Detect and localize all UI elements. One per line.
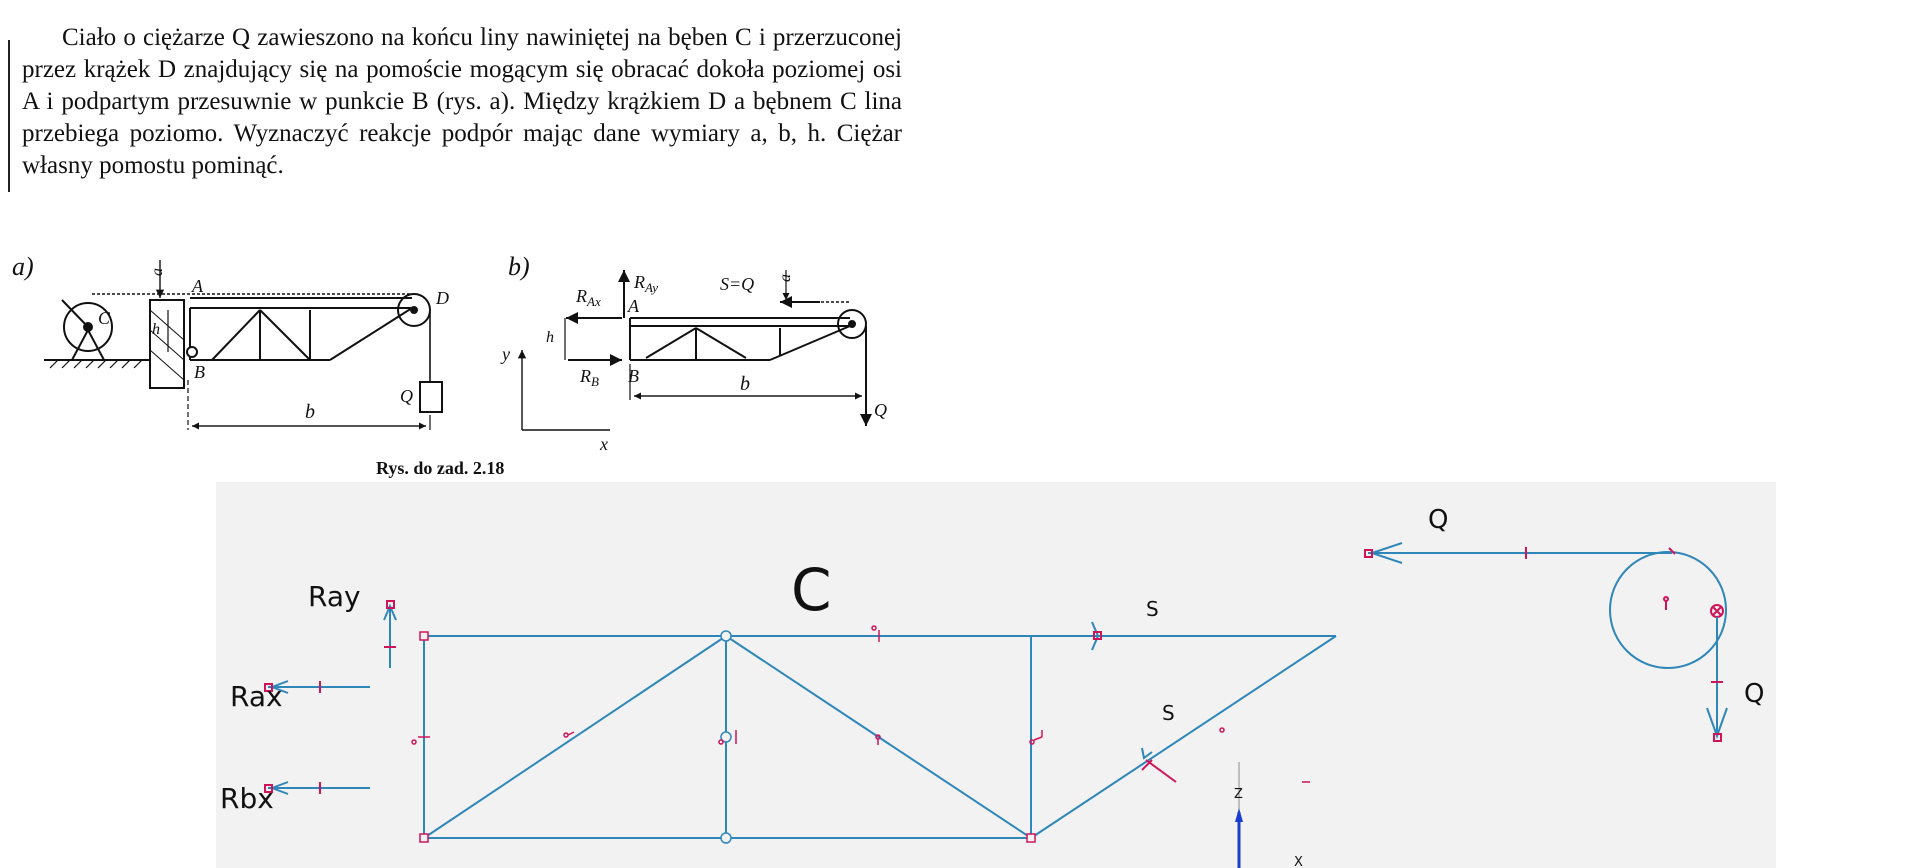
support-B-a	[187, 347, 197, 357]
label-B-b: B	[628, 366, 639, 386]
label-RAx: $R_{Ax}$	[576, 286, 601, 309]
ground-hatch	[50, 360, 142, 368]
label-RAy: $R_{Ay}$	[634, 272, 658, 295]
panel-label-a: a)	[12, 252, 34, 281]
figure-b	[500, 252, 887, 454]
wall-block	[150, 300, 184, 388]
margin-bar	[8, 40, 10, 192]
dim-a: a	[149, 268, 166, 276]
label-A-a: A	[192, 276, 203, 296]
textbook-excerpt	[0, 0, 960, 480]
platform-truss-b	[630, 318, 850, 360]
label-A-b: A	[628, 296, 639, 316]
dim-a-b: a	[777, 274, 794, 282]
cad-viewport[interactable]	[216, 482, 1776, 868]
node-bottom-left[interactable]	[420, 834, 428, 842]
axis-z-label: Z	[1234, 787, 1243, 802]
label-Ray: Ray	[308, 580, 361, 613]
label-C: C	[98, 308, 111, 328]
problem-statement: Ciało o ciężarze Q zawieszono na końcu liny nawiniętej na bęben C i przerzuconej przez krążek D znajdujący się na pomoście mogącym się obracać dokoła poziomej osi A i podpartym przesuwnie w punkcie B (rys. a). Między krążkiem D a bębnem C lina przebiega poziomo. Wyznaczyć reakcje podpór mając dane wymiary a, b, h. Ciężar własny pomostu pominąć.	[22, 24, 902, 179]
dim-h: h	[152, 321, 160, 338]
platform-truss-a	[190, 298, 412, 360]
label-RB: $R_B$	[580, 366, 599, 389]
axis-y-b: y	[502, 344, 510, 364]
axis-x-label: X	[1294, 855, 1303, 868]
node-top-left[interactable]	[420, 632, 428, 640]
figures-a-b	[0, 230, 960, 480]
figure-caption: Rys. do zad. 2.18	[376, 458, 505, 478]
cad-label-C: C	[791, 556, 832, 624]
axis-x-b: x	[600, 434, 608, 454]
label-S-diag: S	[1162, 701, 1175, 725]
cad-background	[216, 482, 1776, 868]
dim-b-b: b	[740, 373, 750, 395]
label-Rax: Rax	[230, 680, 283, 713]
label-S-top: S	[1146, 597, 1159, 621]
dim-h-b: h	[546, 329, 554, 346]
panel-label-b: b)	[508, 252, 530, 281]
dim-b-a: b	[305, 401, 315, 423]
node-bottom-middle[interactable]	[721, 833, 731, 843]
label-Q-b: Q	[874, 400, 887, 420]
weight-Q	[420, 382, 442, 412]
node-top-middle[interactable]	[721, 631, 731, 641]
label-B-a: B	[194, 362, 205, 382]
figure-a	[12, 252, 449, 430]
label-D: D	[436, 288, 449, 308]
label-Q-top: Q	[1428, 505, 1449, 535]
label-Rbx: Rbx	[220, 782, 274, 815]
label-S: S=Q	[720, 274, 755, 294]
node-bottom-right[interactable]	[1027, 834, 1035, 842]
label-Q-a: Q	[400, 386, 413, 406]
label-Q-right: Q	[1744, 679, 1765, 709]
